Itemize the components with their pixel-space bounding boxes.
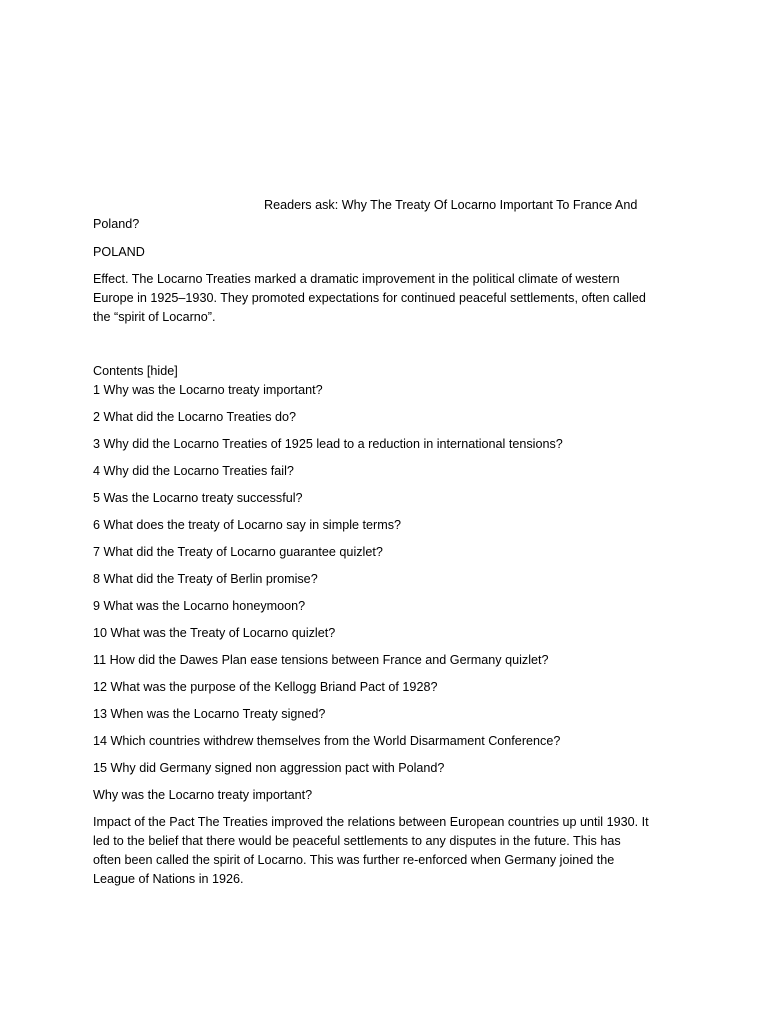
section-paragraph xyxy=(93,813,675,889)
toc-item: 9 What was the Locarno honeymoon? xyxy=(93,599,306,613)
section-line: Impact of the Pact The Treaties improved the relations between European countries up until 1930. It xyxy=(93,815,649,829)
document-title-line-2: Poland? xyxy=(93,217,140,231)
toc-item: 14 Which countries withdrew themselves from the World Disarmament Conference? xyxy=(93,734,561,748)
subheading: POLAND xyxy=(93,245,145,259)
section-line: led to the belief that there would be peaceful settlements to any disputes in the future. This has xyxy=(93,834,621,848)
section-line: League of Nations in 1926. xyxy=(93,872,244,886)
intro-line: the “spirit of Locarno”. xyxy=(93,310,216,324)
toc-item: 5 Was the Locarno treaty successful? xyxy=(93,491,303,505)
section-line: often been called the spirit of Locarno. This was further re-enforced when Germany joined the xyxy=(93,853,615,867)
toc-item: 11 How did the Dawes Plan ease tensions between France and Germany quizlet? xyxy=(93,653,549,667)
toc-item: 4 Why did the Locarno Treaties fail? xyxy=(93,464,294,478)
toc-item: 2 What did the Locarno Treaties do? xyxy=(93,410,297,424)
toc-item: 15 Why did Germany signed non aggression pact with Poland? xyxy=(93,761,445,775)
toc-item: 7 What did the Treaty of Locarno guarantee quizlet? xyxy=(93,545,383,559)
toc-item: 12 What was the purpose of the Kellogg Briand Pact of 1928? xyxy=(93,680,438,694)
section-heading: Why was the Locarno treaty important? xyxy=(93,788,313,802)
toc-item: 8 What did the Treaty of Berlin promise? xyxy=(93,572,318,586)
table-of-contents xyxy=(93,381,675,778)
toc-item: 13 When was the Locarno Treaty signed? xyxy=(93,707,326,721)
toc-item: 1 Why was the Locarno treaty important? xyxy=(93,383,323,397)
document-body xyxy=(93,196,675,889)
toc-item: 10 What was the Treaty of Locarno quizlet? xyxy=(93,626,336,640)
intro-paragraph xyxy=(93,270,675,327)
intro-line: Europe in 1925–1930. They promoted expectations for continued peaceful settlements, often called xyxy=(93,291,646,305)
toc-item: 3 Why did the Locarno Treaties of 1925 lead to a reduction in international tensions? xyxy=(93,437,563,451)
intro-line: Effect. The Locarno Treaties marked a dramatic improvement in the political climate of western xyxy=(93,272,620,286)
contents-label: Contents [hide] xyxy=(93,364,178,378)
toc-item: 6 What does the treaty of Locarno say in simple terms? xyxy=(93,518,401,532)
document-title-line-1: Readers ask: Why The Treaty Of Locarno Important To France And xyxy=(264,198,638,212)
